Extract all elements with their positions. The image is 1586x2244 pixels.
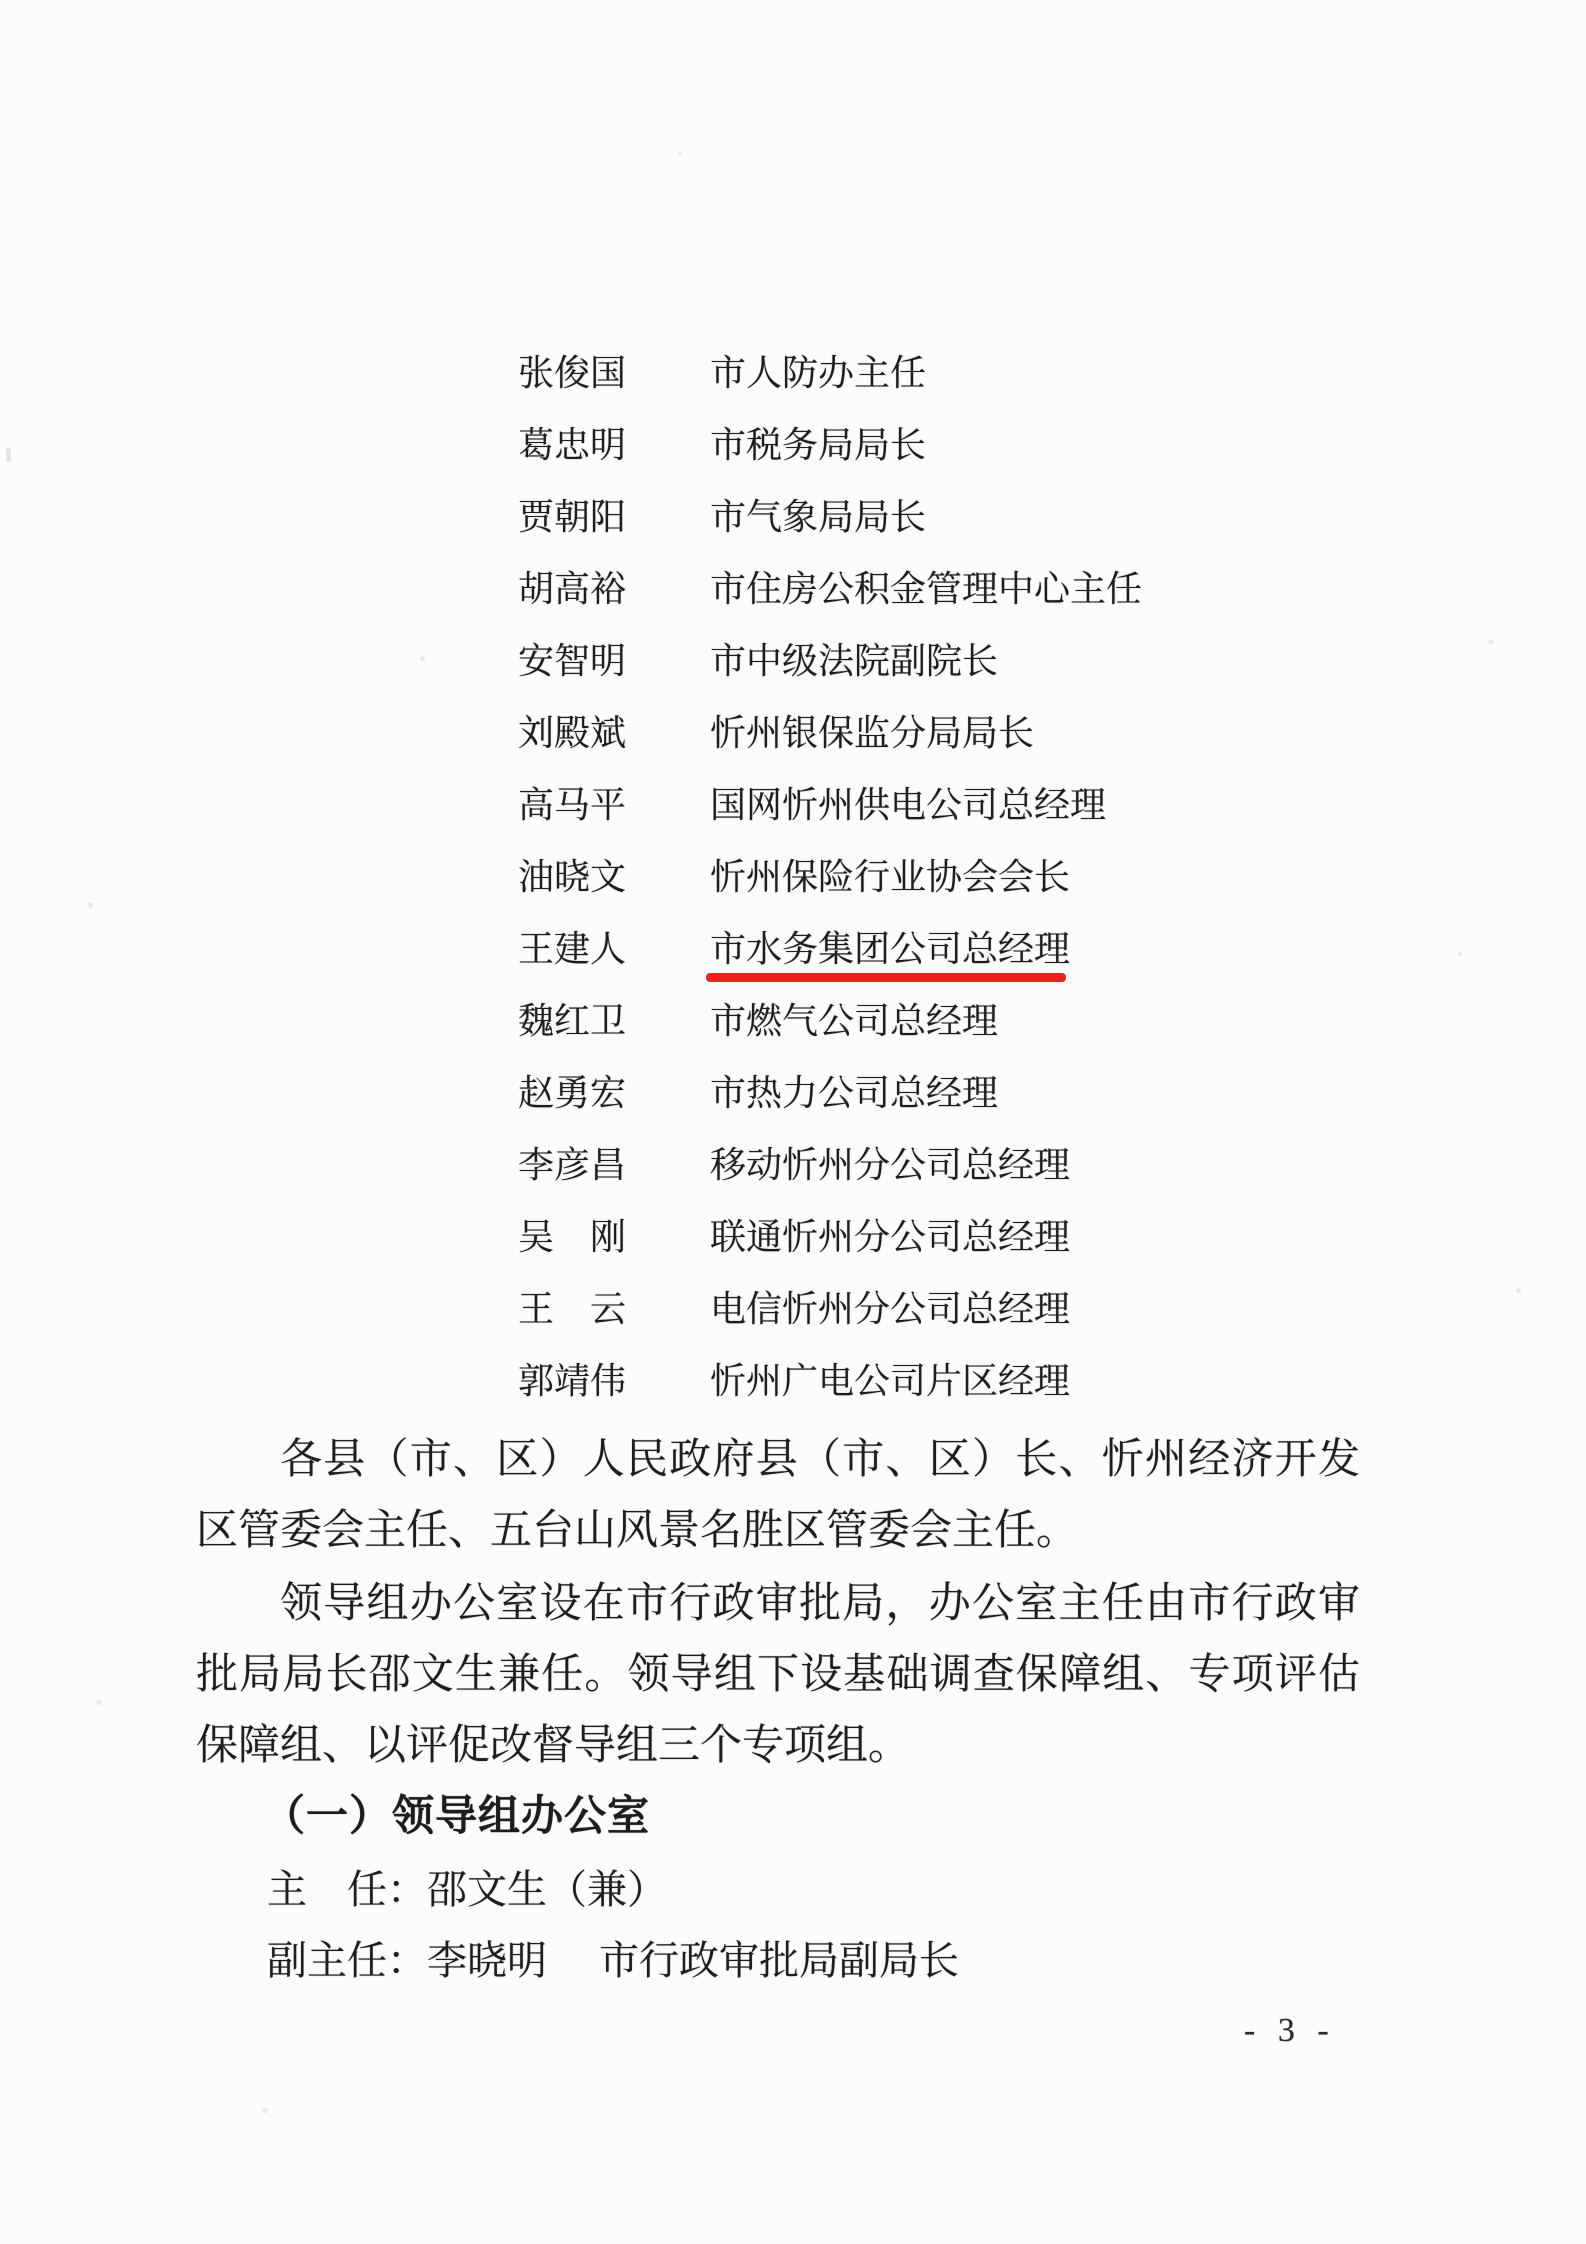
person-title: 国网忻州供电公司总经理 [710,785,1107,825]
roster-row [518,409,1518,481]
paragraph-jurisdiction-heads: 各县（市、区）人民政府县（市、区）长、忻州经济开发区管委会主任、五台山风景名胜区管委会主任。 [196,1437,1360,1554]
roster-row [518,1057,1518,1129]
deputy-title: 市行政审批局副局长 [599,1938,959,1983]
director-line [267,1854,667,1925]
person-name: 张俊国 [518,353,627,393]
person-title: 市税务局局长 [710,425,927,465]
paragraph-office-setup: 领导组办公室设在市行政审批局，办公室主任由市行政审批局局长邵文生兼任。领导组下设基础调查保障组、专项评估保障组、以评促改督导组三个专项组。 [196,1581,1360,1769]
roster-row [518,481,1518,553]
scan-speck [96,1700,102,1705]
roster [518,337,1518,1417]
director-label: 主 任： [267,1867,427,1912]
person-name: 葛忠明 [518,425,627,465]
person-title: 忻州银保监分局局长 [710,713,1035,753]
scan-speck [88,902,93,908]
roster-row [518,625,1518,697]
person-title: 移动忻州分公司总经理 [710,1145,1071,1185]
person-title: 市热力公司总经理 [710,1073,999,1113]
person-name: 魏红卫 [518,1001,627,1041]
section-heading: （一）领导组办公室 [263,1794,651,1840]
red-underline-annotation [706,973,1066,982]
person-title: 市水务集团公司总经理 [710,929,1071,969]
person-name: 高马平 [518,785,627,825]
deputy-name: 李晓明 [427,1938,547,1983]
person-name: 安智明 [518,641,627,681]
roster-row [518,985,1518,1057]
scan-speck [678,152,682,156]
deputy-label: 副主任： [267,1938,427,1983]
person-name: 胡高裕 [518,569,627,609]
scan-speck [6,448,11,462]
person-title: 联通忻州分公司总经理 [710,1217,1071,1257]
person-name: 油晓文 [518,857,627,897]
person-title: 电信忻州分公司总经理 [710,1289,1071,1329]
scan-speck [420,656,425,661]
page-number: - 3 - [1244,2012,1336,2049]
scan-speck [262,2108,268,2113]
person-name: 贾朝阳 [518,497,627,537]
person-title: 市人防办主任 [710,353,927,393]
person-name: 刘殿斌 [518,713,627,753]
roster-row [518,913,1518,985]
person-title: 市住房公积金管理中心主任 [710,569,1143,609]
roster-row [518,1201,1518,1273]
person-title: 忻州广电公司片区经理 [710,1361,1071,1401]
roster-row [518,697,1518,769]
director-name: 邵文生（兼） [427,1867,667,1912]
roster-row [518,1345,1518,1417]
person-name: 李彦昌 [518,1145,627,1185]
person-name: 郭靖伟 [518,1361,627,1401]
roster-row [518,337,1518,409]
person-title: 市气象局局长 [710,497,927,537]
person-name: 赵勇宏 [518,1073,627,1113]
roster-row [518,1129,1518,1201]
roster-row [518,841,1518,913]
roster-row [518,553,1518,625]
person-title: 市中级法院副院长 [710,641,999,681]
person-title: 市燃气公司总经理 [710,1001,999,1041]
person-name: 吴 刚 [518,1217,627,1257]
deputy-line [267,1925,959,1996]
roster-row [518,1273,1518,1345]
person-title: 忻州保险行业协会会长 [710,857,1071,897]
roster-row [518,769,1518,841]
person-name: 王 云 [518,1289,627,1329]
person-name: 王建人 [518,929,627,969]
